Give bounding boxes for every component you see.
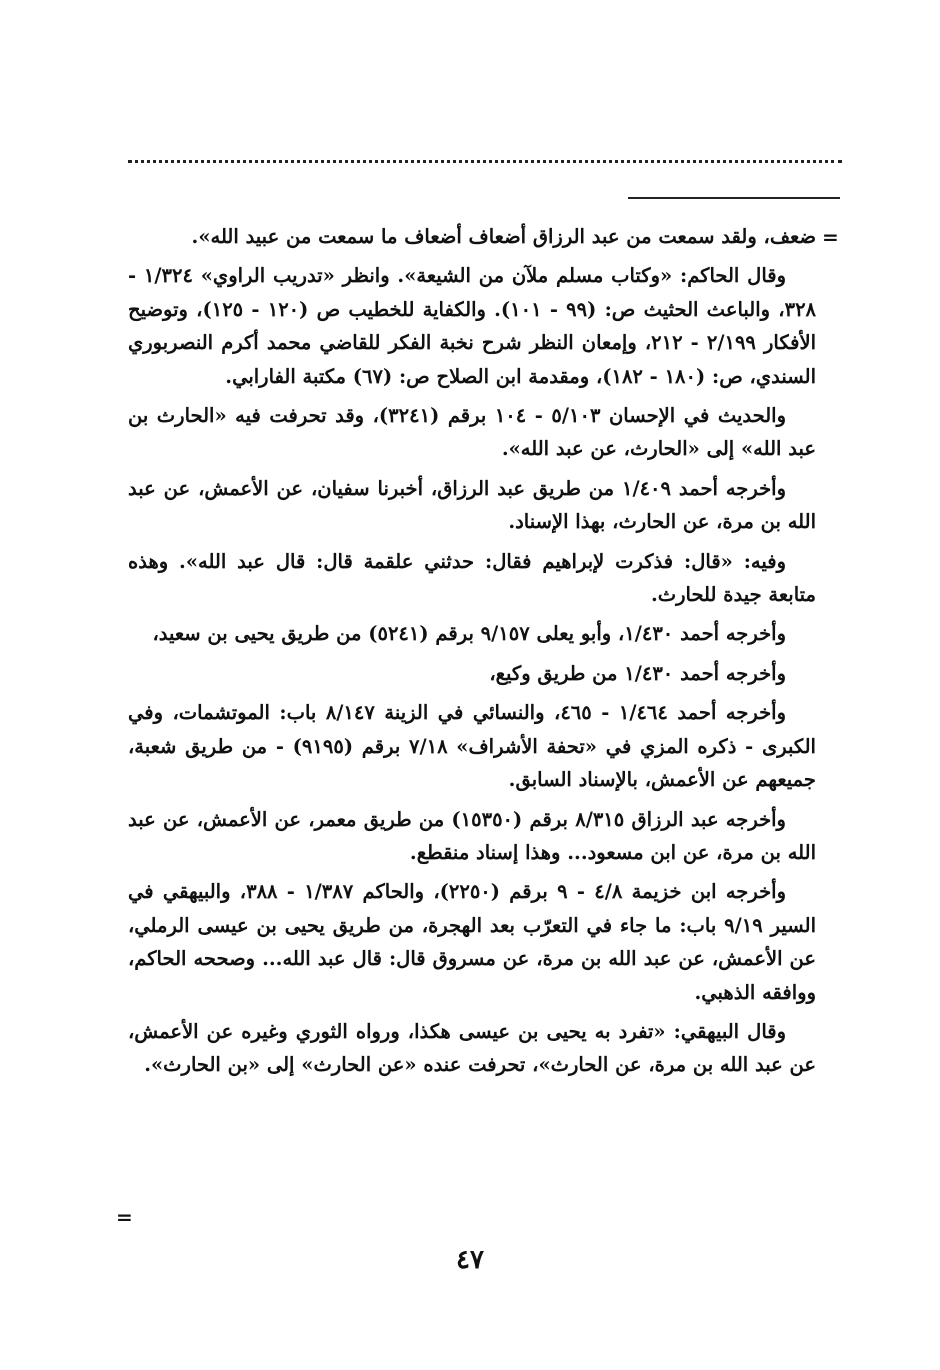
paragraph: وأخرجه أحمد ١/٤٣٠، وأبو يعلى ٩/١٥٧ برقم (٥٢٤١) من طريق يحيى بن سعيد، — [152, 622, 786, 646]
paragraph: وأخرجه أحمد ١/٤٠٩ من طريق عبد الرزاق، أخبرنا سفيان، عن الأعمش، عن عبد الله بن مرة، عن الحارث، بهذا الإسناد. — [128, 476, 816, 534]
paragraph: وأخرجه عبد الرزاق ٨/٣١٥ برقم (١٥٣٥٠) من طريق معمر، عن الأعمش، عن عبد الله بن مرة، عن ابن مسعود... وهذا إسناد منقطع. — [128, 807, 816, 864]
paragraph: وفيه: «قال: فذكرت لإبراهيم فقال: حدثني علقمة قال: قال عبد الله». وهذه متابعة جيدة للحارث. — [128, 549, 816, 607]
paragraph: وأخرجه أحمد ١/٤٣٠ من طريق وكيع، — [489, 661, 786, 685]
paragraph: وأخرجه أحمد ١/٤٦٤ - ٤٦٥، والنسائي في الزينة ٨/١٤٧ باب: الموتشمات، وفي الكبرى - ذكره المزي في «تحفة الأشراف» ٧/١٨ برقم (٩١٩٥) - من طريق شعبة، جميعهم عن الأعمش، بالإسناد السابق. — [128, 701, 816, 792]
paragraph: وقال البيهقي: «تفرد به يحيى بن عيسى هكذا، ورواه الثوري وغيره عن الأعمش، عن عبد الله بن مرة، عن الحارث»، تحرفت عنده «عن الحارث» إلى «بن الحارث». — [128, 1019, 816, 1077]
footnote-text — [128, 220, 816, 1088]
paragraph: وأخرجه ابن خزيمة ٤/٨ - ٩ برقم (٢٢٥٠)، والحاكم ١/٣٨٧ - ٣٨٨، والبيهقي في السير ٩/١٩ باب: ما جاء في التعرّب بعد الهجرة، من طريق يحيى بن عيسى الرملي، عن الأعمش، عن عبد الله بن مرة، عن مسروق قال: قال عبد الله... وصححه الحاكم، ووافقه الذهبي. — [128, 880, 816, 1004]
continuation-marker-top: = — [822, 225, 839, 249]
continuation-marker-bottom: = — [116, 1205, 133, 1229]
paragraph: والحديث في الإحسان ٥/١٠٣ - ١٠٤ برقم (٣٢٤١)، وقد تحرفت فيه «الحارث بن عبد الله» إلى «الحارث، عن عبد الله». — [128, 404, 816, 461]
paragraph: ضعف، ولقد سمعت من عبد الرزاق أضعاف أضعاف ما سمعت من عبيد الله». — [191, 225, 816, 248]
paragraph: وقال الحاكم: «وكتاب مسلم ملآن من الشيعة». وانظر «تدريب الراوي» ١/٣٢٤ - ٣٢٨، والباعث الحثيث ص: (٩٩ - ١٠١). والكفاية للخطيب ص (١٢٠ - ١٢٥)، وتوضيح الأفكار ٢/١٩٩ - ٢١٢، وإمعان النظر شرح نخبة الفكر للقاضي محمد أكرم النصربوري السندي، ص: (١٨٠ - ١٨٢)، ومقدمة ابن الصلاح ص: (٦٧) مكتبة الفارابي. — [128, 264, 817, 388]
dotted-separator — [128, 160, 842, 163]
page-number: ٤٧ — [456, 1245, 484, 1275]
footnote-rule — [628, 197, 840, 199]
